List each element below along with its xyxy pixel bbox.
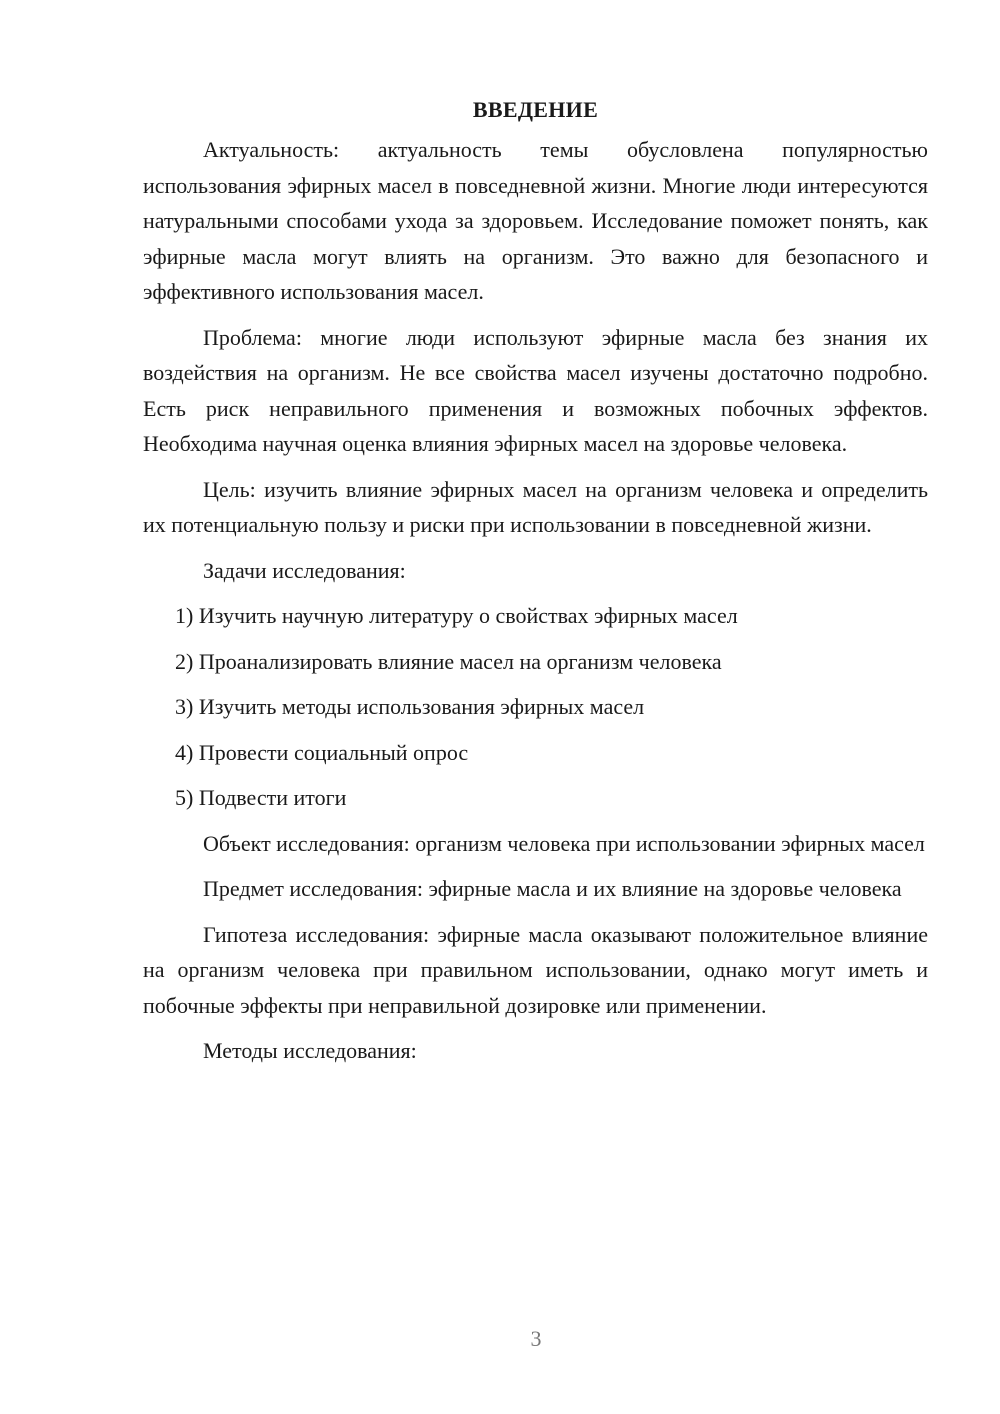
page-number: 3 bbox=[530, 1326, 542, 1351]
list-item: 2) Проанализировать влияние масел на организм человека bbox=[175, 648, 722, 674]
document-page bbox=[143, 92, 928, 1079]
list-item: 3) Изучить методы использования эфирных масел bbox=[175, 694, 645, 719]
methods-heading: Методы исследования: bbox=[203, 1038, 417, 1063]
goal-paragraph: Цель: изучить влияние эфирных масел на организм человека и определить их потенциальную пользу и риски при использовании в повседневной жизни. bbox=[143, 476, 928, 537]
relevance-paragraph: Актуальность: актуальность темы обусловлена популярностью использования эфирных масел в повседневной жизни. Многие люди интересуются натуральными способами ухода за здоровьем. Исследование поможет понять, как эфирные масла могут влиять на организм. Это важно для безопасного и эффективного использования масел. bbox=[143, 137, 928, 304]
page-title: ВВЕДЕНИЕ bbox=[472, 97, 599, 122]
list-item: 4) Провести социальный опрос bbox=[175, 739, 469, 765]
problem-paragraph: Проблема: многие люди используют эфирные масла без знания их воздействия на организм. Не все свойства масел изучены достаточно подробно. Есть риск неправильного применения и возможных побочных эффектов. Необходима научная оценка влияния эфирных масел на здоровье человека. bbox=[143, 324, 928, 456]
tasks-heading: Задачи исследования: bbox=[203, 557, 406, 583]
tasks-list bbox=[143, 598, 928, 816]
hypothesis-paragraph: Гипотеза исследования: эфирные масла оказывают положительное влияние на организм человека при правильном использовании, однако могут иметь и побочные эффекты при неправильной дозировке или применении. bbox=[143, 921, 928, 1018]
list-item: 5) Подвести итоги bbox=[175, 785, 347, 810]
list-item: 1) Изучить научную литературу о свойствах эфирных масел bbox=[175, 603, 738, 628]
object-paragraph: Объект исследования: организм человека при использовании эфирных масел bbox=[203, 830, 925, 856]
subject-paragraph: Предмет исследования: эфирные масла и их влияние на здоровье человека bbox=[203, 876, 902, 901]
